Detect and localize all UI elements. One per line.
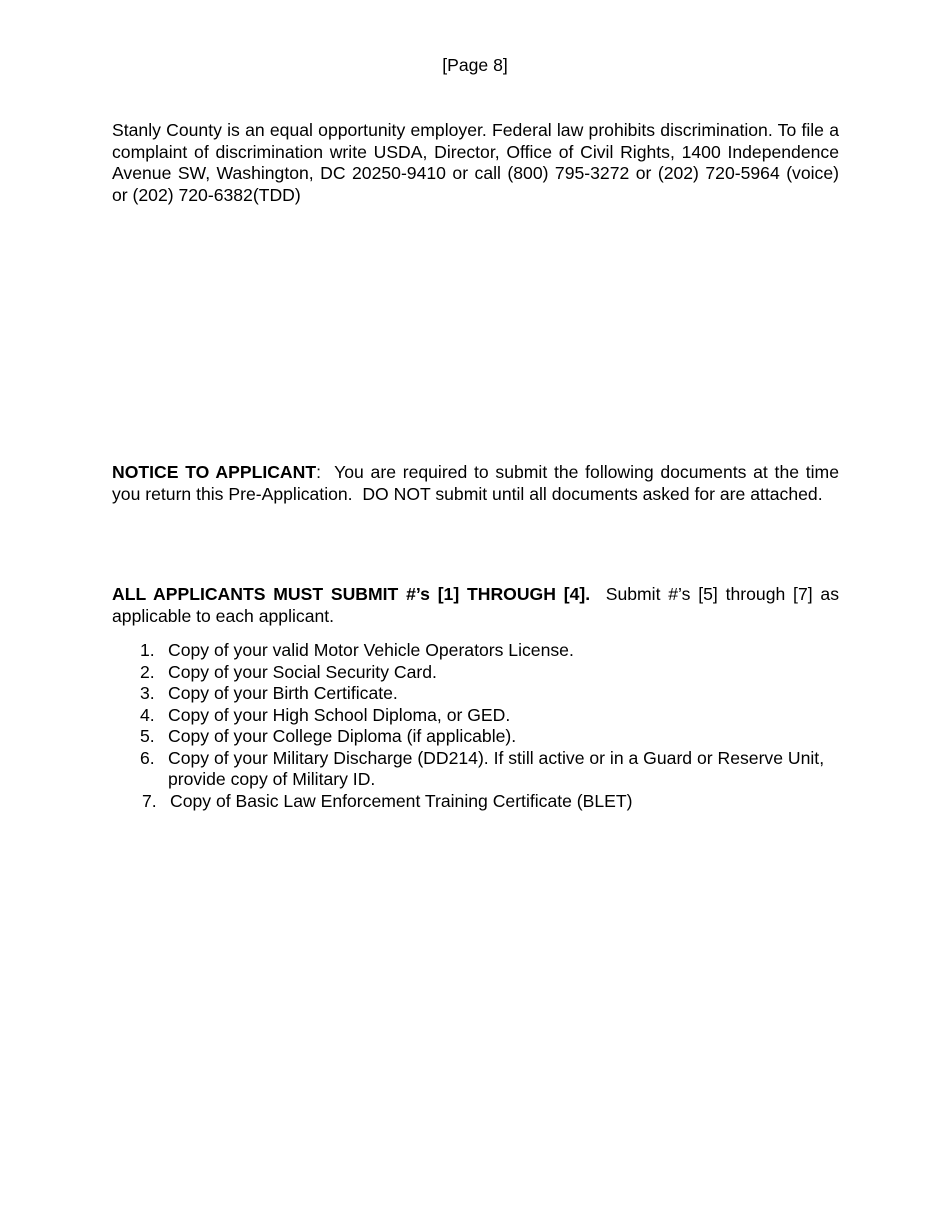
required-documents-list	[112, 640, 839, 812]
list-item-number: 3.	[140, 683, 155, 703]
list-item-text: Copy of your Social Security Card.	[168, 661, 437, 682]
submit-heading: ALL APPLICANTS MUST SUBMIT #’s [1] THROUGH [4].	[112, 584, 591, 604]
list-item-text: Copy of Basic Law Enforcement Training Certificate (BLET)	[170, 790, 633, 811]
list-item	[112, 705, 839, 727]
list-item	[112, 748, 839, 791]
list-item	[112, 662, 839, 684]
list-item-number: 1.	[140, 640, 155, 660]
list-item	[112, 791, 839, 813]
submit-instructions	[112, 584, 844, 627]
list-item-text: Copy of your Military Discharge (DD214). If still active or in a Guard or Reserve Unit, provide copy of Military ID.	[168, 747, 825, 789]
list-item-number: 5.	[140, 726, 155, 746]
list-item-text: Copy of your Birth Certificate.	[168, 683, 398, 703]
list-item-text: Copy of your High School Diploma, or GED.	[168, 704, 511, 725]
page-number: [Page 8]	[442, 55, 508, 75]
list-item	[112, 683, 839, 705]
list-item	[112, 640, 839, 662]
notice-text: : You are required to submit the following documents at the time you return this Pre-Application. DO NOT submit until all documents asked for are attached.	[112, 462, 844, 504]
list-item-number: 4.	[140, 704, 155, 725]
list-item-number: 6.	[140, 747, 155, 768]
notice-to-applicant	[112, 462, 844, 505]
notice-heading: NOTICE TO APPLICANT	[112, 462, 317, 482]
list-item	[112, 726, 839, 748]
submit-text: Submit #’s [5] through [7] as applicable to each applicant.	[112, 584, 844, 626]
list-item-text: Copy of your valid Motor Vehicle Operators License.	[168, 640, 574, 660]
list-item-number: 2.	[140, 661, 155, 682]
eeo-statement: Stanly County is an equal opportunity employer. Federal law prohibits discrimination. To file a complaint of discrimination write USDA, Director, Office of Civil Rights, 1400 Independence Avenue SW, Washington, DC 20250-9410 or call (800) 795-3272 or (202) 720-5964 (voice) or (202) 720-6382(TDD)	[112, 120, 839, 205]
list-item-text: Copy of your College Diploma (if applicable).	[168, 726, 517, 746]
list-item-number: 7.	[142, 790, 157, 811]
